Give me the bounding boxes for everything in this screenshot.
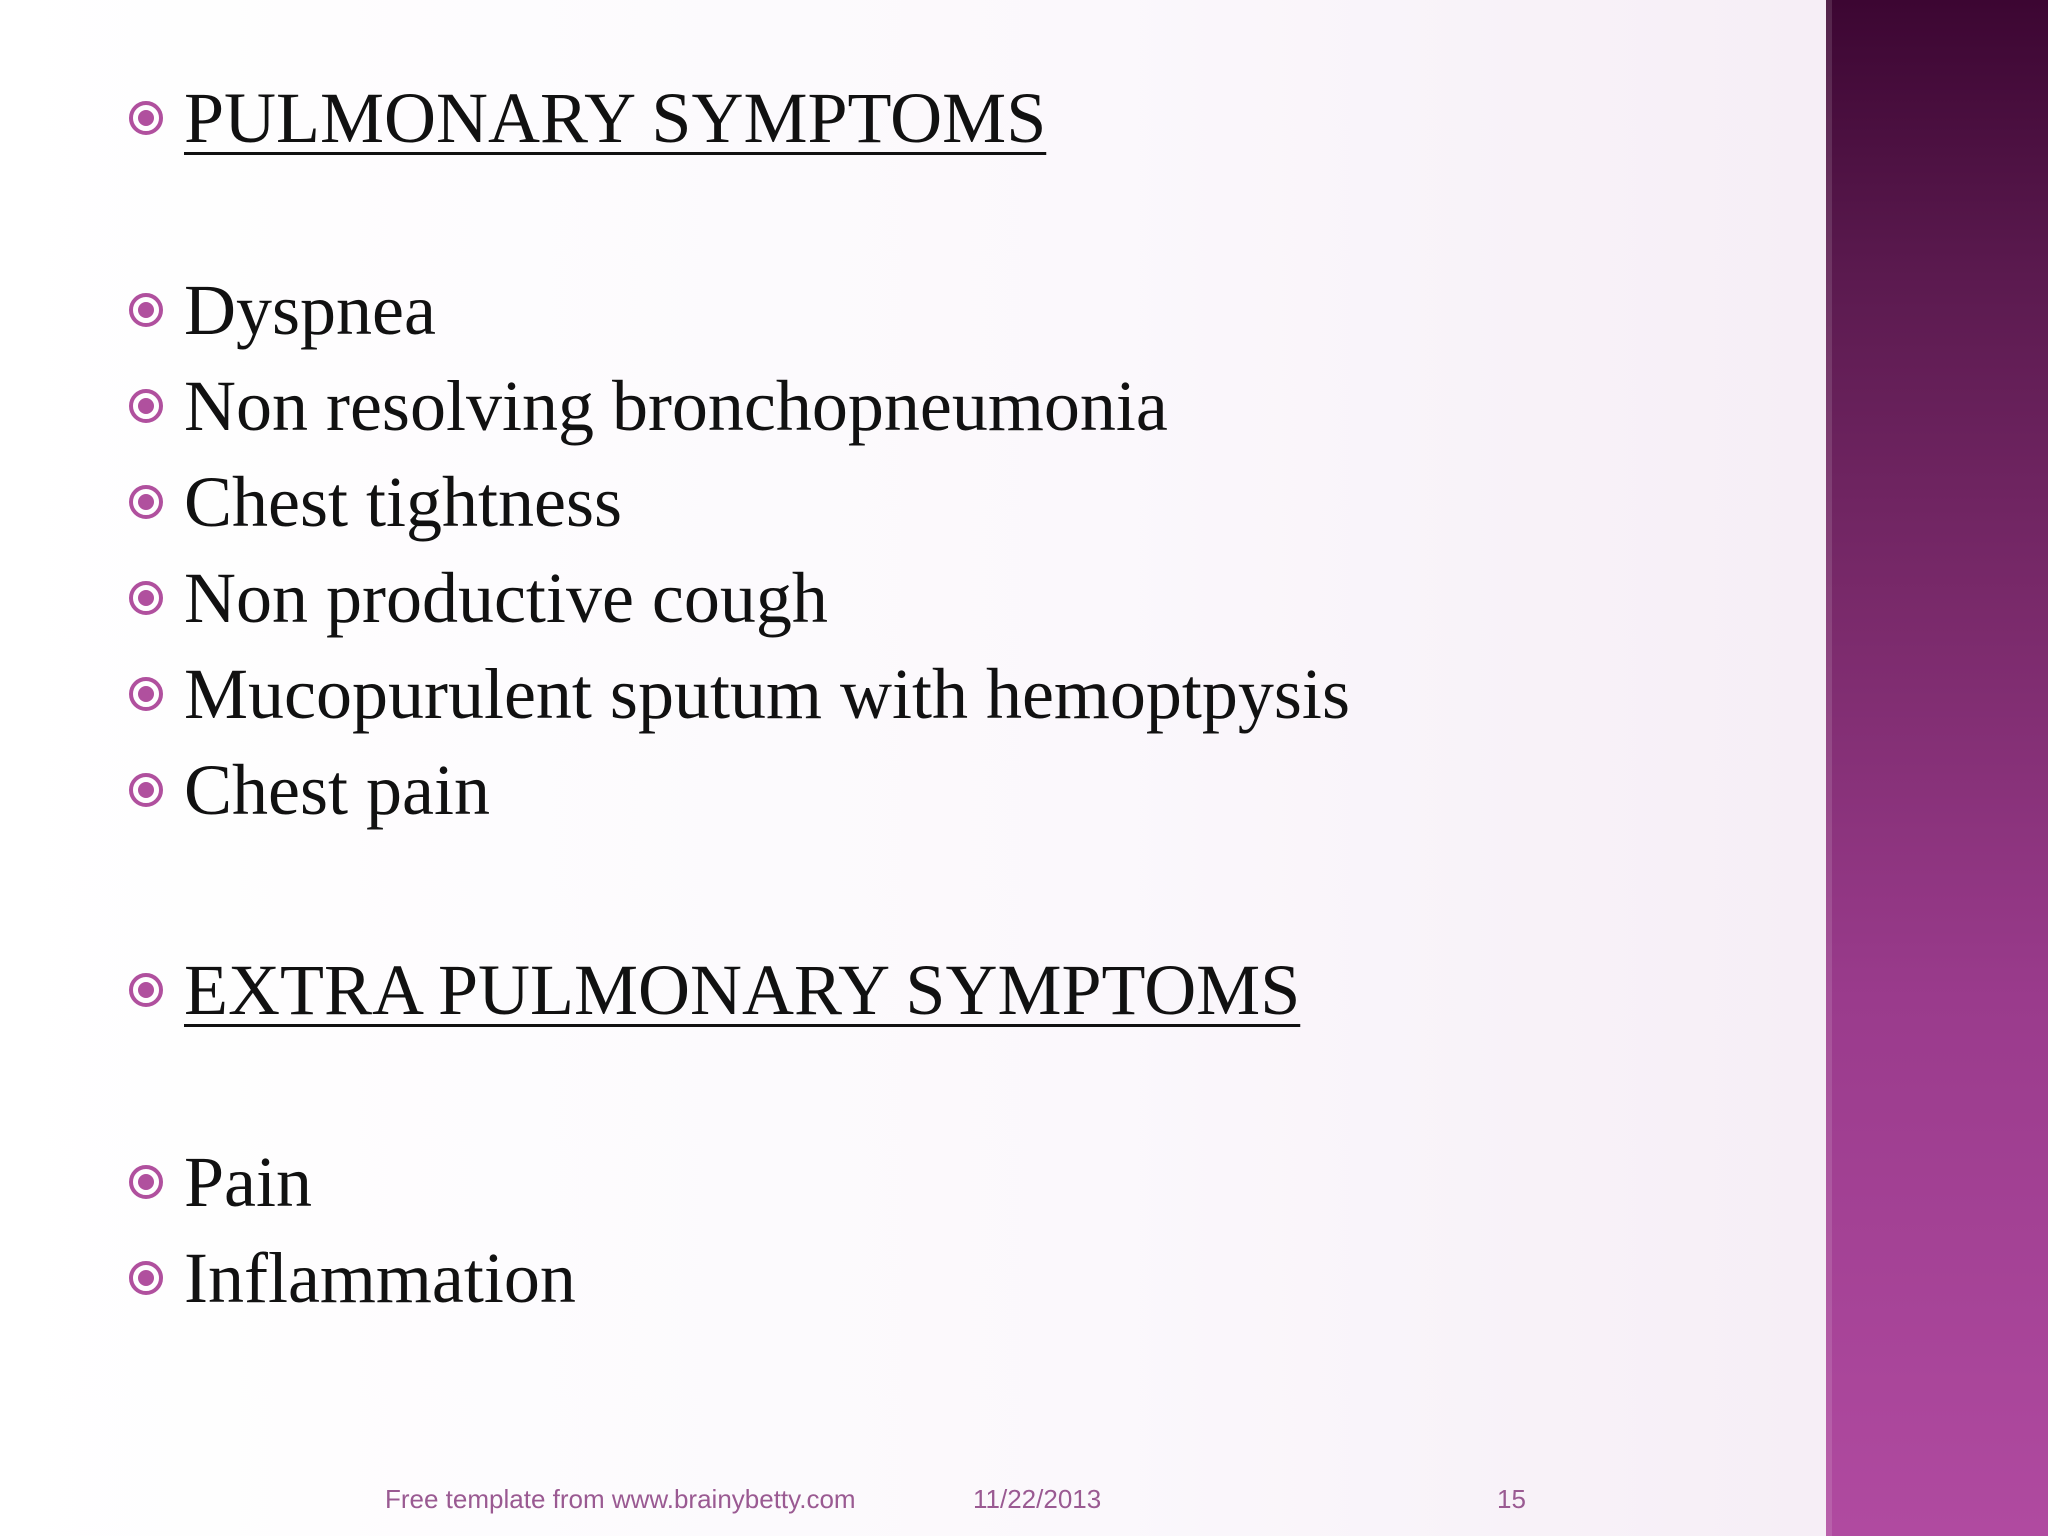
list-item-text: Mucopurulent sputum with hemoptpysis	[184, 653, 1350, 734]
circle-dot-icon	[124, 768, 168, 812]
section-heading-text: PULMONARY SYMPTOMS	[184, 77, 1047, 158]
list-item-text: Non productive cough	[184, 557, 828, 638]
section-heading-text: EXTRA PULMONARY SYMPTOMS	[184, 949, 1301, 1030]
list-item-text: Non resolving bronchopneumonia	[184, 365, 1168, 446]
list-item-text: Chest pain	[184, 749, 490, 830]
circle-dot-icon	[124, 1256, 168, 1300]
list-item	[124, 262, 436, 358]
list-item	[124, 454, 622, 550]
circle-dot-icon	[124, 576, 168, 620]
list-item-text: Pain	[184, 1141, 313, 1222]
list-item	[124, 1230, 576, 1326]
section-heading-extra-pulmonary	[124, 942, 1300, 1038]
list-item	[124, 646, 1350, 742]
circle-dot-icon	[124, 1160, 168, 1204]
list-item	[124, 742, 490, 838]
circle-dot-icon	[124, 384, 168, 428]
footer-date: 11/22/2013	[973, 1484, 1102, 1514]
footer-slide-number: 15	[1497, 1484, 1526, 1514]
decorative-side-band	[1826, 0, 2048, 1536]
circle-dot-icon	[124, 480, 168, 524]
footer-template-credit: Free template from www.brainybetty.com	[385, 1484, 856, 1514]
list-item-text: Chest tightness	[184, 461, 623, 542]
circle-dot-icon	[124, 672, 168, 716]
section-heading-pulmonary	[124, 70, 1046, 166]
list-item-text: Dyspnea	[184, 269, 436, 350]
circle-dot-icon	[124, 288, 168, 332]
list-item	[124, 550, 828, 646]
circle-dot-icon	[124, 96, 168, 140]
list-item	[124, 1134, 312, 1230]
list-item-text: Inflammation	[184, 1237, 576, 1318]
circle-dot-icon	[124, 968, 168, 1012]
list-item	[124, 358, 1168, 454]
